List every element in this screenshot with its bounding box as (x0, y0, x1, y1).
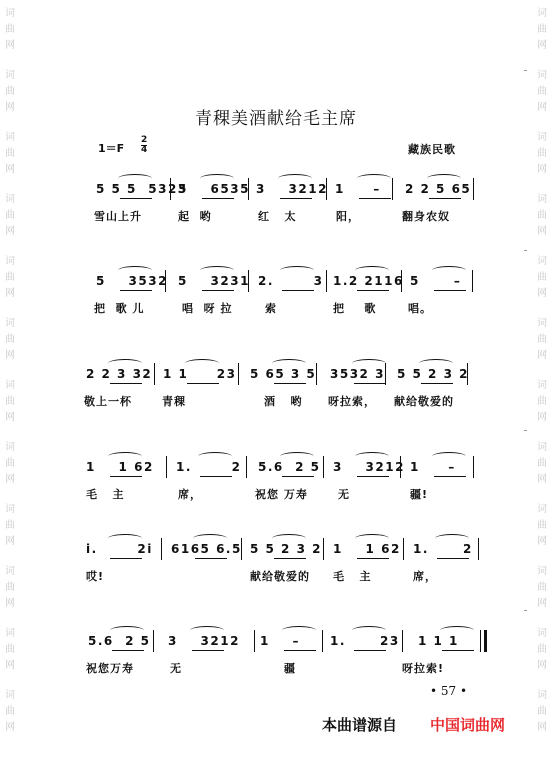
lyric-text: 疆! (410, 488, 429, 501)
bar-line (322, 630, 323, 652)
lyric-text: 青稞 (162, 395, 186, 408)
beam-line (192, 650, 224, 651)
slur-mark (355, 452, 389, 461)
slur-mark (419, 359, 453, 368)
slur-mark (200, 266, 234, 275)
watermark-char: 曲 (5, 24, 15, 35)
watermark-char: 曲 (537, 396, 547, 407)
lyric-text: 献给敬爱的 (394, 395, 454, 408)
lyric-text: 无 (338, 488, 350, 501)
watermark-char: 词 (5, 380, 15, 391)
slur-mark (280, 266, 314, 275)
measure-notes: 2. 3 (258, 274, 324, 288)
watermark-char: 词 (537, 442, 547, 453)
watermark-char: 词 (5, 132, 15, 143)
watermark-char: 曲 (537, 520, 547, 531)
watermark-char: 曲 (5, 86, 15, 97)
watermark-char: 词 (5, 318, 15, 329)
lyric-text: 敬上一杯 (84, 395, 132, 408)
measure-notes: 2 2 3 32 (86, 367, 153, 381)
staff-line-4 (0, 448, 552, 508)
watermark-char: 词 (537, 8, 547, 19)
measure-notes: 1 1 1 (418, 634, 459, 648)
measure-notes: 1. 23 (330, 634, 400, 648)
watermark-char: 曲 (5, 210, 15, 221)
bar-line (248, 270, 249, 292)
lyric-text: 把 歌 (333, 302, 377, 315)
bar-line (472, 270, 473, 292)
footer-source-text: 本曲谱源自 (322, 716, 398, 734)
watermark-char: 网 (5, 288, 15, 299)
beam-line (442, 650, 474, 651)
footer-site-name: 中国词曲网 (430, 716, 506, 734)
bar-line (246, 456, 247, 478)
bar-line (161, 538, 162, 560)
measure-notes: 3 3212 (256, 182, 328, 196)
bar-line (254, 630, 255, 652)
slur-mark (185, 359, 219, 368)
watermark-char: 曲 (537, 24, 547, 35)
slur-mark (352, 626, 386, 635)
bar-line (238, 363, 239, 385)
watermark-char: 词 (5, 8, 15, 19)
watermark-char: 曲 (5, 272, 15, 283)
bar-line (166, 456, 167, 478)
measure-notes: 1 – (335, 182, 381, 196)
slur-mark (108, 534, 142, 543)
beam-line (354, 383, 386, 384)
lyric-text: 唱 呀 拉 (182, 302, 233, 315)
slur-mark (190, 626, 224, 635)
lyric-text: 把 歌 儿 (94, 302, 145, 315)
watermark-char: 曲 (5, 148, 15, 159)
lyric-text: 呀拉索， (328, 395, 376, 408)
slur-mark (432, 266, 466, 275)
watermark-char: 曲 (537, 334, 547, 345)
watermark-char: 网 (5, 102, 15, 113)
staff-line-1 (0, 170, 552, 230)
measure-notes: 1 – (260, 634, 301, 648)
watermark-char: 网 (537, 40, 547, 51)
lyric-text: 无 (170, 662, 182, 675)
bar-line (385, 363, 386, 385)
watermark-char: 曲 (537, 148, 547, 159)
lyric-text: 哎! (86, 570, 105, 583)
bar-line (248, 178, 249, 200)
measure-notes: 1. 2 (413, 542, 473, 556)
lyric-text: 祝您万寿 (86, 662, 134, 675)
watermark-char: 曲 (5, 458, 15, 469)
slur-mark (108, 452, 142, 461)
measure-notes: 5.6 2 5 (258, 460, 321, 474)
bar-line (326, 270, 327, 292)
beam-line (110, 383, 142, 384)
lyric-text: 毛 主 (333, 570, 372, 583)
bar-line (400, 456, 401, 478)
watermark-char: 曲 (5, 520, 15, 531)
time-signature (141, 136, 147, 155)
song-title: 青稞美酒献给毛主席 (195, 109, 357, 129)
meter-numerator: 2 (141, 135, 148, 145)
bar-line (153, 630, 154, 652)
measure-notes: 5 6535 (178, 182, 250, 196)
beam-line (112, 650, 144, 651)
watermark-char: 曲 (5, 582, 15, 593)
watermark-char: 网 (537, 536, 547, 547)
slur-mark (278, 174, 312, 183)
page-number: • 57 • (430, 684, 468, 698)
measure-notes: 5 5 2 3 2 (397, 367, 469, 381)
lyric-text: 起 哟 (178, 210, 212, 223)
measure-notes: i. 2i (86, 542, 153, 556)
watermark-char: 词 (537, 256, 547, 267)
watermark-char: 网 (537, 722, 547, 733)
lyric-text: 阳， (336, 210, 360, 223)
watermark-char: 词 (5, 194, 15, 205)
watermark-char: 网 (5, 722, 15, 733)
watermark-char: 词 (5, 256, 15, 267)
bar-line (401, 270, 402, 292)
slur-mark (110, 626, 144, 635)
watermark-char: 网 (537, 598, 547, 609)
beam-line (202, 198, 234, 199)
watermark-char: 曲 (537, 644, 547, 655)
beam-line (282, 290, 314, 291)
watermark-char: 词 (537, 380, 547, 391)
watermark-char: 词 (537, 504, 547, 515)
slur-mark (440, 626, 474, 635)
lyric-text: 席， (178, 488, 202, 501)
lyric-text: 毛 主 (86, 488, 125, 501)
slur-mark (108, 359, 142, 368)
watermark-char: 网 (5, 474, 15, 485)
lyric-text: 红 太 (258, 210, 297, 223)
watermark-char: 词 (537, 70, 547, 81)
watermark-char: 词 (5, 70, 15, 81)
watermark-char: 网 (537, 474, 547, 485)
bar-line (402, 630, 403, 652)
beam-line (434, 290, 466, 291)
watermark-char: 曲 (5, 396, 15, 407)
measure-notes: 3532 3 (330, 367, 385, 381)
beam-line (357, 476, 389, 477)
measure-notes: 5 5 5 5323 (96, 182, 188, 196)
beam-line (284, 650, 316, 651)
watermark-char: 网 (5, 226, 15, 237)
watermark-char: 曲 (5, 706, 15, 717)
slur-mark (118, 174, 152, 183)
staff-line-2 (0, 262, 552, 322)
beam-line (429, 198, 461, 199)
slur-mark (357, 174, 391, 183)
watermark-char: 词 (537, 628, 547, 639)
watermark-char: 词 (5, 504, 15, 515)
bar-line (467, 363, 468, 385)
bar-line (165, 270, 166, 292)
watermark-char: 词 (537, 690, 547, 701)
beam-line (437, 558, 469, 559)
margin-tick (524, 430, 527, 431)
song-attribution: 藏族民歌 (408, 143, 456, 156)
measure-notes: 5 5 2 3 2 (250, 542, 322, 556)
slur-mark (282, 626, 316, 635)
beam-line (200, 476, 232, 477)
lyric-text: 翻身农奴 (402, 210, 450, 223)
beam-line (195, 558, 227, 559)
watermark-char: 词 (537, 132, 547, 143)
bar-line (241, 538, 242, 560)
watermark-char: 词 (537, 318, 547, 329)
watermark-char: 网 (5, 412, 15, 423)
watermark-char: 词 (5, 628, 15, 639)
measure-notes: 1 1 23 (163, 367, 237, 381)
beam-line (359, 198, 391, 199)
lyric-text: 雪山上升 (94, 210, 142, 223)
bar-line (473, 456, 474, 478)
measure-notes: 2 2 5 65 (405, 182, 472, 196)
measure-notes: 1 – (410, 460, 456, 474)
meter-denominator: 4 (141, 145, 148, 155)
watermark-char: 网 (537, 226, 547, 237)
slur-mark (352, 359, 386, 368)
slur-mark (272, 534, 306, 543)
measure-notes: 1 1 62 (333, 542, 401, 556)
margin-tick (524, 610, 527, 611)
bar-line (478, 538, 479, 560)
staff-line-6 (0, 622, 552, 682)
bar-line (473, 178, 474, 200)
slur-mark (198, 452, 232, 461)
bar-line (480, 630, 481, 652)
watermark-char: 网 (5, 40, 15, 51)
key-signature: 1＝F (98, 142, 125, 155)
beam-line (274, 558, 306, 559)
slur-mark (427, 174, 461, 183)
watermark-char: 曲 (5, 644, 15, 655)
beam-line (110, 476, 142, 477)
lyric-text: 祝您 万寿 (255, 488, 308, 501)
bar-line (392, 178, 393, 200)
measure-notes: 5 65 3 5 (250, 367, 317, 381)
watermark-char: 词 (5, 442, 15, 453)
slur-mark (432, 452, 466, 461)
beam-line (434, 476, 466, 477)
lyric-text: 呀拉索! (402, 662, 445, 675)
slur-mark (355, 266, 389, 275)
watermark-char: 曲 (537, 272, 547, 283)
watermark-char: 网 (537, 660, 547, 671)
watermark-char: 网 (537, 164, 547, 175)
watermark-char: 曲 (537, 706, 547, 717)
measure-notes: 5 3231 (178, 274, 250, 288)
slur-mark (272, 359, 306, 368)
watermark-char: 网 (537, 412, 547, 423)
lyric-text: 酒 哟 (264, 395, 303, 408)
watermark-char: 曲 (5, 334, 15, 345)
margin-tick (524, 70, 527, 71)
beam-line (280, 198, 312, 199)
beam-line (357, 290, 389, 291)
watermark-char: 词 (5, 690, 15, 701)
bar-line (323, 538, 324, 560)
watermark-char: 网 (5, 598, 15, 609)
watermark-char: 曲 (537, 86, 547, 97)
watermark-char: 网 (5, 660, 15, 671)
bar-line (403, 538, 404, 560)
bar-line (326, 178, 327, 200)
slur-mark (193, 534, 227, 543)
measure-notes: 1. 2 (176, 460, 242, 474)
beam-line (187, 383, 219, 384)
staff-line-5 (0, 530, 552, 590)
measure-notes: 6165 6.5 (171, 542, 242, 556)
watermark-char: 曲 (537, 582, 547, 593)
watermark-char: 网 (537, 288, 547, 299)
lyric-text: 疆 (284, 662, 296, 675)
watermark-char: 词 (537, 194, 547, 205)
slur-mark (200, 174, 234, 183)
staff-line-3 (0, 355, 552, 415)
watermark-char: 词 (537, 566, 547, 577)
slur-mark (355, 534, 389, 543)
beam-line (202, 290, 234, 291)
beam-line (421, 383, 453, 384)
bar-line (323, 456, 324, 478)
lyric-text: 唱。 (408, 302, 432, 315)
bar-line (316, 363, 317, 385)
slur-mark (118, 266, 152, 275)
beam-line (274, 383, 306, 384)
beam-line (357, 558, 389, 559)
watermark-char: 网 (5, 536, 15, 547)
watermark-char: 曲 (537, 210, 547, 221)
watermark-char: 网 (537, 102, 547, 113)
bar-line (154, 363, 155, 385)
lyric-text: 席， (413, 570, 437, 583)
beam-line (354, 650, 386, 651)
measure-notes: 5 3532 (96, 274, 168, 288)
final-bar-line (484, 630, 487, 652)
measure-notes: 5 – (410, 274, 462, 288)
watermark-char: 词 (5, 566, 15, 577)
beam-line (120, 290, 152, 291)
watermark-char: 曲 (537, 458, 547, 469)
measure-notes: 1.2 2116 (333, 274, 404, 288)
measure-notes: 5.6 2 5 (88, 634, 151, 648)
measure-notes: 3 3212 (333, 460, 405, 474)
beam-line (282, 476, 314, 477)
watermark-char: 网 (537, 350, 547, 361)
watermark-char: 网 (5, 164, 15, 175)
slur-mark (280, 452, 314, 461)
measure-notes: 3 3212 (168, 634, 240, 648)
margin-tick (524, 250, 527, 251)
slur-mark (435, 534, 469, 543)
beam-line (110, 558, 142, 559)
watermark-char: 网 (5, 350, 15, 361)
bar-line (170, 178, 171, 200)
lyric-text: 献给敬爱的 (250, 570, 310, 583)
beam-line (120, 198, 152, 199)
lyric-text: 索 (265, 302, 277, 315)
measure-notes: 1 1 62 (86, 460, 154, 474)
